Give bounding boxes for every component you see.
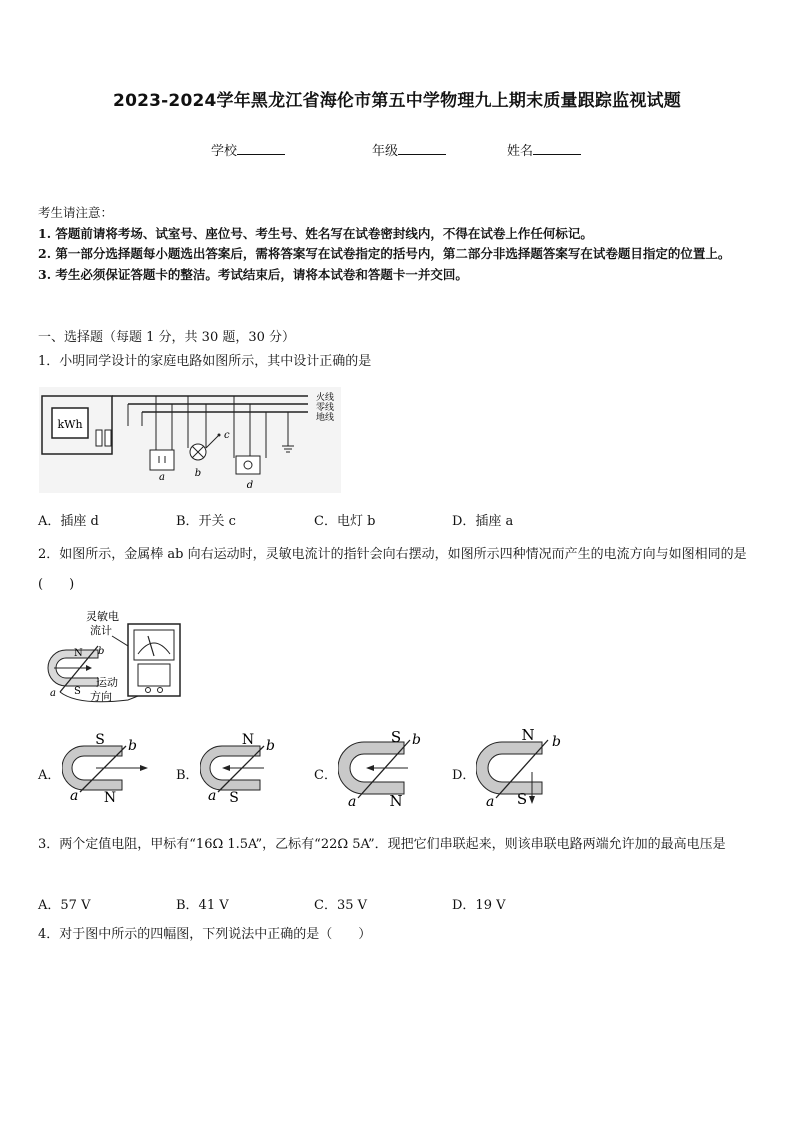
- kwh-label: kWh: [57, 418, 83, 431]
- household-circuit-figure: [38, 386, 342, 494]
- rod-a: a: [50, 688, 56, 699]
- q2-option-a[interactable]: A．: [38, 768, 61, 783]
- magnet-s: S: [74, 686, 81, 697]
- fuse-2: [105, 430, 111, 446]
- svg-text:S: S: [390, 728, 402, 746]
- notice-item-2: 2. 第一部分选择题每小题选出答案后，需将答案写在试卷指定的括号内，第二部分非选择题答案写在试卷题目指定的位置上。: [38, 246, 731, 261]
- q2-option-c[interactable]: C．: [314, 768, 337, 783]
- grade-label: 年级: [372, 144, 399, 159]
- school-field: [211, 140, 285, 159]
- galvanometer-figure: [38, 606, 188, 706]
- notice-heading: 考生请注意：: [38, 205, 114, 220]
- live-label: 火线: [316, 393, 335, 403]
- fuse-1: [96, 430, 102, 446]
- question-3-stem: 3．两个定值电阻，甲标有“16Ω 1.5A”，乙标有“22Ω 5A”．现把它们串联起来，则该串联电路两端允许加的最高电压是: [38, 837, 726, 852]
- label-d: d: [246, 480, 254, 491]
- q1-option-d[interactable]: D．插座 a: [452, 514, 514, 529]
- notice-block: [38, 203, 758, 285]
- svg-text:N: N: [521, 726, 535, 744]
- q3-option-d[interactable]: D．19 V: [452, 898, 506, 913]
- grade-blank: [398, 142, 446, 155]
- motion-label-1: 运动: [96, 676, 118, 689]
- motion-label-2: 方向: [90, 690, 112, 703]
- rod-b: b: [98, 646, 105, 657]
- q1-option-b[interactable]: B．开关 c: [176, 514, 236, 529]
- q3-option-a[interactable]: A．57 V: [38, 898, 91, 913]
- svg-text:N: N: [241, 732, 255, 748]
- school-label: 学校: [211, 144, 238, 159]
- magnet-n: N: [74, 648, 83, 659]
- name-field: [507, 140, 581, 159]
- svg-text:b: b: [128, 738, 137, 754]
- svg-text:S: S: [95, 732, 105, 748]
- q2-option-d[interactable]: D．: [452, 768, 476, 783]
- q2-figure-d: [476, 726, 572, 808]
- notice-item-3: 3. 考生必须保证答题卡的整洁。考试结束后，请将本试卷和答题卡一并交回。: [38, 266, 468, 282]
- q2-option-b[interactable]: B．: [176, 768, 199, 783]
- earth-label: 地线: [316, 413, 335, 423]
- svg-text:a: a: [348, 794, 357, 808]
- svg-text:a: a: [70, 788, 79, 804]
- svg-text:a: a: [486, 794, 495, 808]
- question-4-stem: 4．对于图中所示的四幅图，下列说法中正确的是（ ）: [38, 927, 372, 942]
- socket-d: [236, 456, 260, 474]
- q1-option-c[interactable]: C．电灯 b: [314, 514, 376, 529]
- svg-text:b: b: [266, 738, 275, 754]
- question-2-stem: 2．如图所示，金属棒 ab 向右运动时，灵敏电流计的指针会向右摆动，如图所示四种情况而产生的电流方向与如图相同的是( ): [38, 547, 747, 592]
- socket-a: [150, 450, 174, 470]
- notice-item-1: 1. 答题前请将考场、试室号、座位号、考生号、姓名写在试卷密封线内，不得在试卷上作任何标记。: [38, 225, 593, 241]
- name-blank: [533, 142, 581, 155]
- q3-option-c[interactable]: C．35 V: [314, 898, 368, 913]
- page-title: 2023-2024学年黑龙江省海伦市第五中学物理九上期末质量跟踪监视试题: [113, 91, 681, 111]
- q1-option-a[interactable]: A．插座 d: [38, 514, 99, 529]
- school-blank: [237, 142, 285, 155]
- label-c: c: [224, 430, 230, 441]
- svg-text:a: a: [208, 788, 217, 804]
- grade-field: [372, 140, 446, 159]
- label-b: b: [194, 468, 202, 479]
- q2-figure-c: [338, 726, 434, 808]
- name-label: 姓名: [507, 144, 534, 159]
- q2-figure-b: [200, 732, 290, 804]
- svg-text:S: S: [516, 790, 528, 808]
- q3-option-b[interactable]: B．41 V: [176, 898, 229, 913]
- svg-text:N: N: [103, 790, 117, 804]
- svg-text:b: b: [552, 734, 561, 750]
- svg-text:S: S: [229, 790, 239, 804]
- section-heading: 一、选择题（每题 1 分，共 30 题，30 分）: [38, 330, 296, 345]
- label-a: a: [159, 472, 165, 483]
- neutral-label: 零线: [316, 403, 335, 413]
- q2-figure-a: [62, 732, 152, 804]
- svg-text:N: N: [389, 792, 403, 808]
- question-1-stem: 1．小明同学设计的家庭电路如图所示，其中设计正确的是: [38, 354, 372, 369]
- galv-label-1: 灵敏电: [86, 610, 119, 623]
- svg-text:b: b: [412, 732, 421, 748]
- galv-label-2: 流计: [90, 624, 112, 637]
